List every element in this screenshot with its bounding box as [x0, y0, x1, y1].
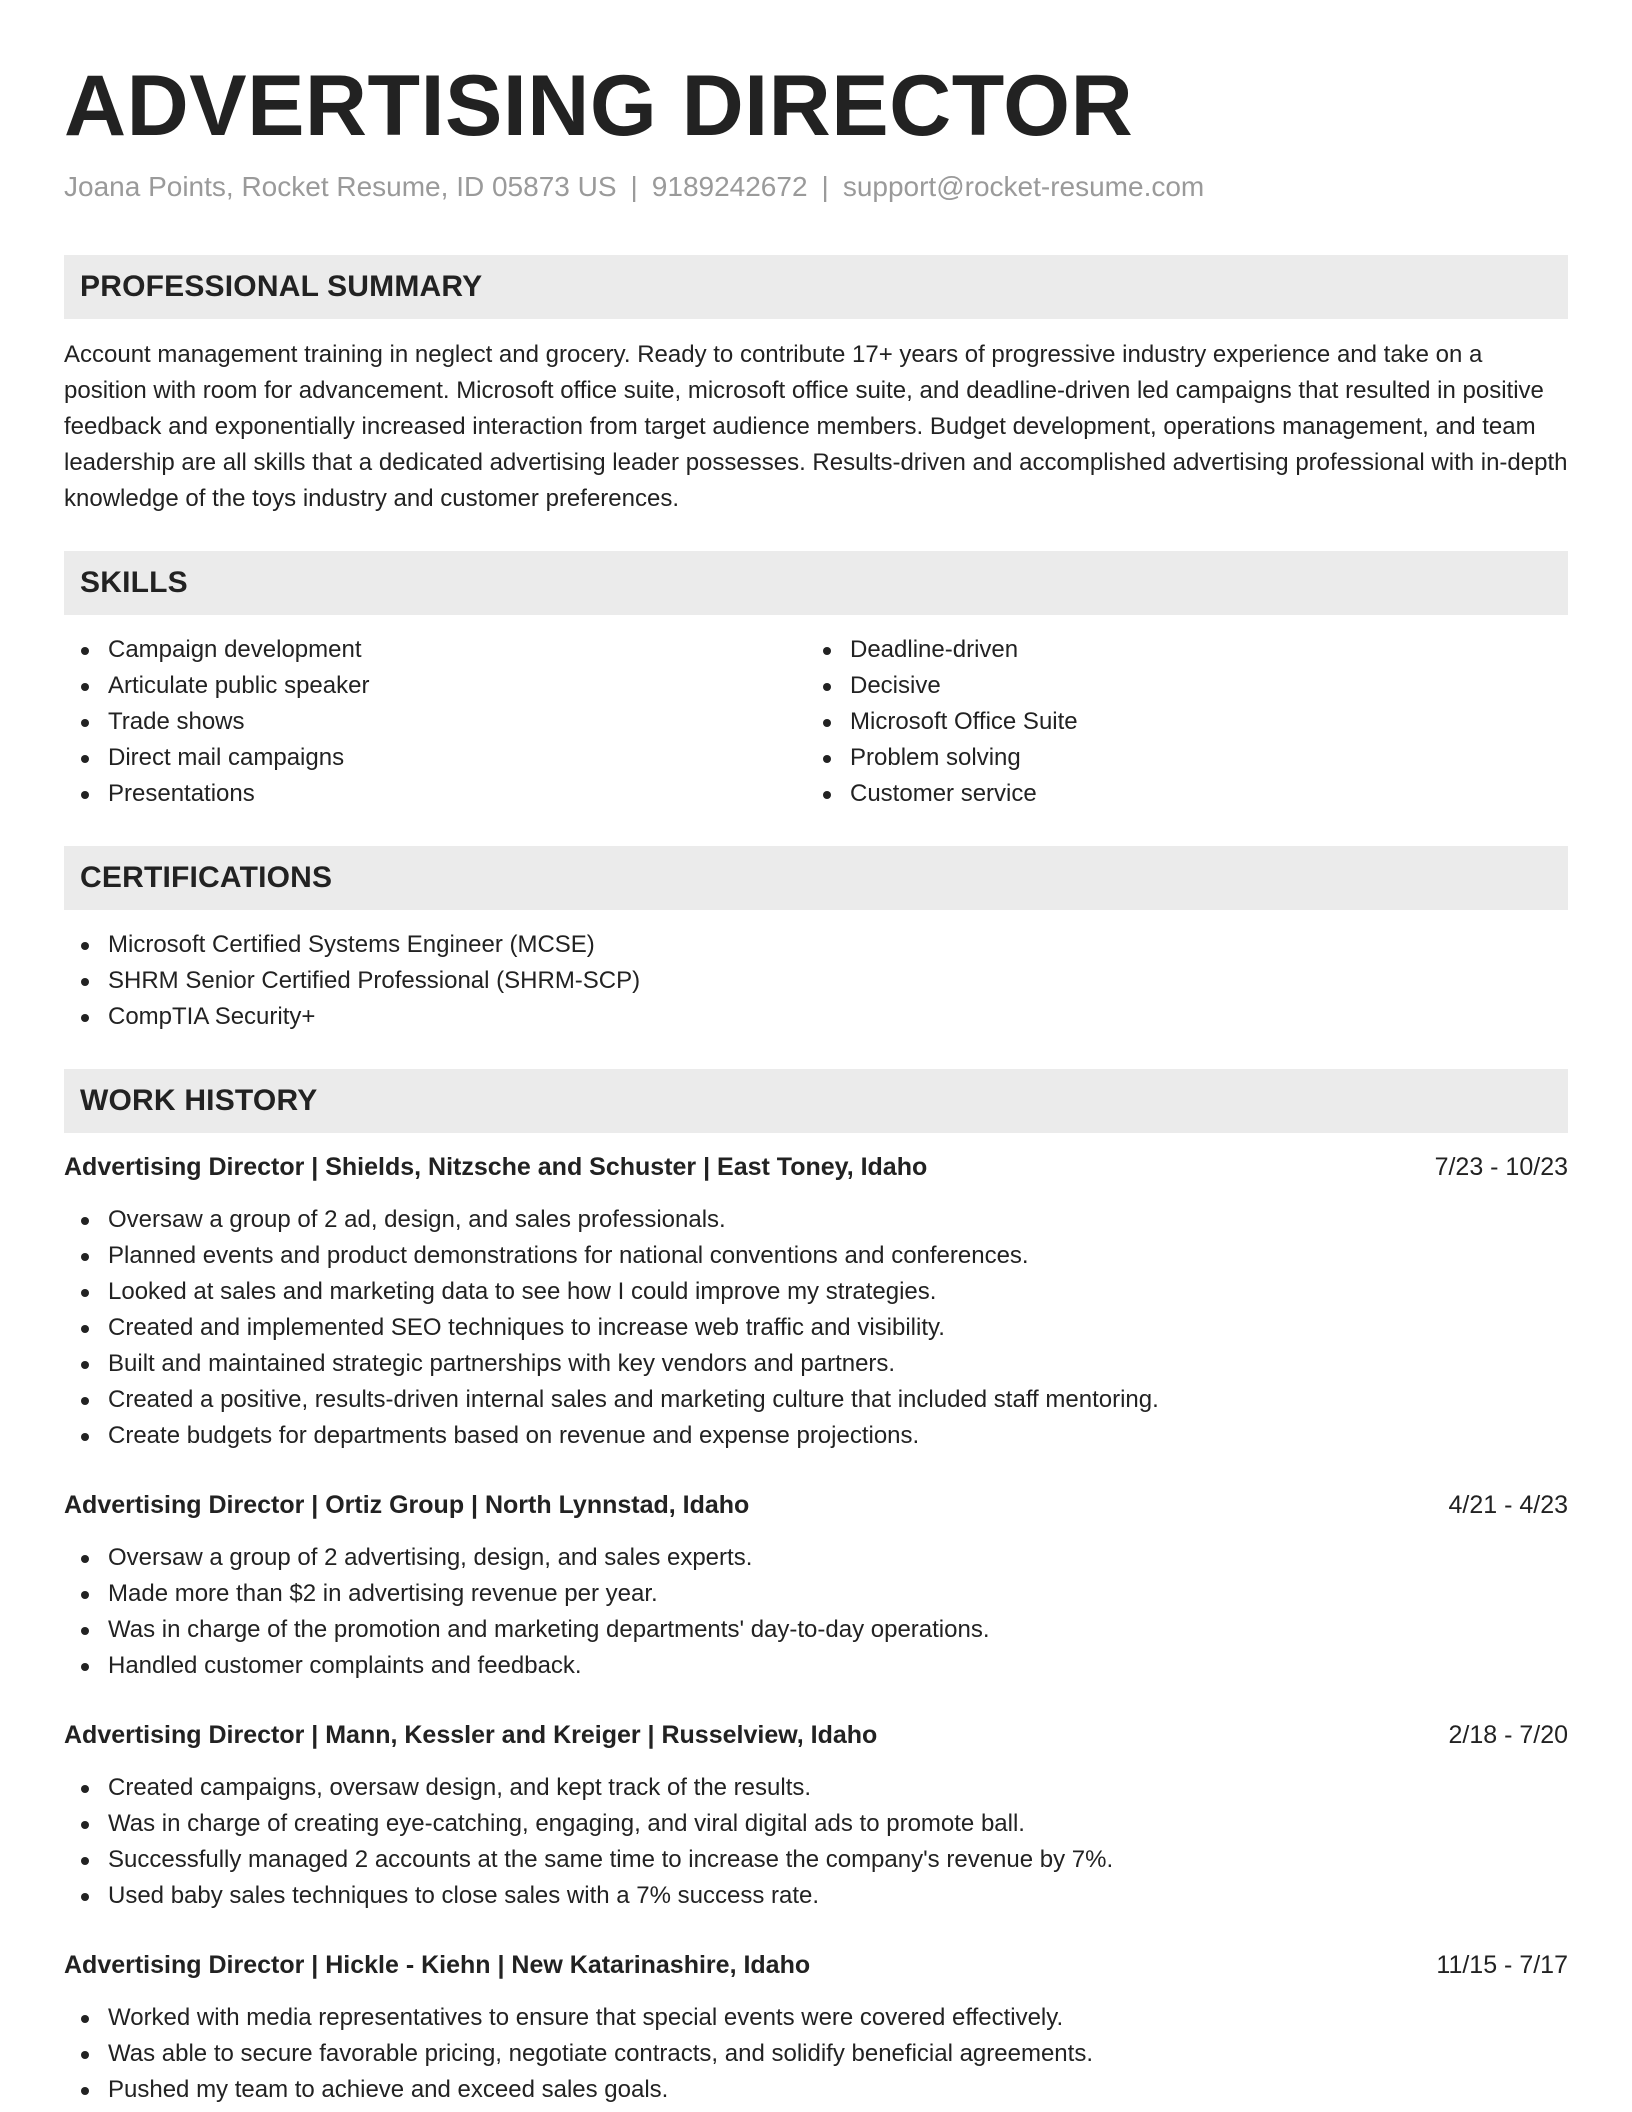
skills-list-left [64, 632, 806, 812]
job-bullets [64, 2000, 1568, 2108]
job-title: Advertising Director | Ortiz Group | North Lynnstad, Idaho [64, 1491, 750, 1519]
skill-item: Campaign development [64, 632, 806, 668]
skill-item: Direct mail campaigns [64, 740, 806, 776]
certification-item: SHRM Senior Certified Professional (SHRM-SCP) [64, 963, 1568, 999]
job-bullet: Worked with media representatives to ensure that special events were covered effectively. [64, 2000, 1568, 2036]
job-bullet: Was able to secure favorable pricing, negotiate contracts, and solidify beneficial agreements. [64, 2036, 1568, 2072]
job-bullets [64, 1540, 1568, 1684]
job-bullet: Created and implemented SEO techniques to increase web traffic and visibility. [64, 1310, 1568, 1346]
job-bullets [64, 1202, 1568, 1454]
job-bullet: Successfully managed 2 accounts at the same time to increase the company's revenue by 7%. [64, 1842, 1568, 1878]
certifications-list [64, 927, 1568, 1035]
skill-item: Articulate public speaker [64, 668, 806, 704]
job-bullet: Planned events and product demonstrations for national conventions and conferences. [64, 1238, 1568, 1274]
job-header [64, 1149, 1568, 1185]
skill-item: Decisive [806, 668, 1548, 704]
job-bullet: Created campaigns, oversaw design, and kept track of the results. [64, 1770, 1568, 1806]
job-title: Advertising Director | Mann, Kessler and Kreiger | Russelview, Idaho [64, 1721, 878, 1749]
job-header [64, 1487, 1568, 1523]
job-entry [64, 1149, 1568, 1454]
job-dates: 4/21 - 4/23 [1448, 1491, 1568, 1519]
job-header [64, 1947, 1568, 1983]
job-bullet: Create budgets for departments based on revenue and expense projections. [64, 1418, 1568, 1454]
skills-columns [64, 632, 1568, 812]
skill-item: Microsoft Office Suite [806, 704, 1548, 740]
certifications-heading: CERTIFICATIONS [64, 846, 1568, 910]
certification-item: Microsoft Certified Systems Engineer (MCSE) [64, 927, 1568, 963]
job-entry [64, 1717, 1568, 1914]
job-dates: 2/18 - 7/20 [1448, 1721, 1568, 1749]
certification-item: CompTIA Security+ [64, 999, 1568, 1035]
contact-separator: | [630, 171, 638, 202]
job-bullet: Made more than $2 in advertising revenue per year. [64, 1576, 1568, 1612]
job-title: Advertising Director | Hickle - Kiehn | New Katarinashire, Idaho [64, 1951, 811, 1979]
contact-address: Joana Points, Rocket Resume, ID 05873 US [64, 171, 617, 202]
job-bullet: Was in charge of the promotion and marketing departments' day-to-day operations. [64, 1612, 1568, 1648]
job-header [64, 1717, 1568, 1753]
skills-heading: SKILLS [64, 551, 1568, 615]
job-bullet: Looked at sales and marketing data to see how I could improve my strategies. [64, 1274, 1568, 1310]
job-dates: 11/15 - 7/17 [1436, 1951, 1568, 1979]
job-bullet: Handled customer complaints and feedback. [64, 1648, 1568, 1684]
job-dates: 7/23 - 10/23 [1434, 1153, 1568, 1181]
skills-list-right [806, 632, 1548, 812]
job-bullet: Was in charge of creating eye-catching, engaging, and viral digital ads to promote ball. [64, 1806, 1568, 1842]
summary-heading: PROFESSIONAL SUMMARY [64, 255, 1568, 319]
job-bullets [64, 1770, 1568, 1914]
contact-phone: 9189242672 [651, 171, 808, 202]
work-history-heading: WORK HISTORY [64, 1069, 1568, 1133]
contact-line [64, 170, 1568, 204]
contact-email: support@rocket-resume.com [842, 171, 1205, 202]
job-entry [64, 1947, 1568, 2108]
skill-item: Customer service [806, 776, 1548, 812]
summary-text: Account management training in neglect and grocery. Ready to contribute 17+ years of progressive industry experience and take on a position with room for advancement. Microsoft office suite, microsoft office suite, and deadline-driven led campaigns that resulted in positive feedback and exponentially increased interaction from target audience members. Budget development, operations management, and team leadership are all skills that a dedicated advertising leader possesses. Results-driven and accomplished advertising professional with in-depth knowledge of the toys industry and customer preferences. [64, 341, 1568, 512]
job-bullet: Built and maintained strategic partnerships with key vendors and partners. [64, 1346, 1568, 1382]
job-title: Advertising Director | Shields, Nitzsche and Schuster | East Toney, Idaho [64, 1153, 928, 1181]
job-bullet: Used baby sales techniques to close sales with a 7% success rate. [64, 1878, 1568, 1914]
job-bullet: Pushed my team to achieve and exceed sales goals. [64, 2072, 1568, 2108]
job-bullet: Created a positive, results-driven internal sales and marketing culture that included staff mentoring. [64, 1382, 1568, 1418]
job-bullet: Oversaw a group of 2 ad, design, and sales professionals. [64, 1202, 1568, 1238]
skill-item: Presentations [64, 776, 806, 812]
contact-separator: | [821, 171, 829, 202]
skill-item: Problem solving [806, 740, 1548, 776]
job-entry [64, 1487, 1568, 1684]
skill-item: Trade shows [64, 704, 806, 740]
resume-title: ADVERTISING DIRECTOR [64, 58, 1134, 154]
skill-item: Deadline-driven [806, 632, 1548, 668]
job-bullet: Oversaw a group of 2 advertising, design, and sales experts. [64, 1540, 1568, 1576]
